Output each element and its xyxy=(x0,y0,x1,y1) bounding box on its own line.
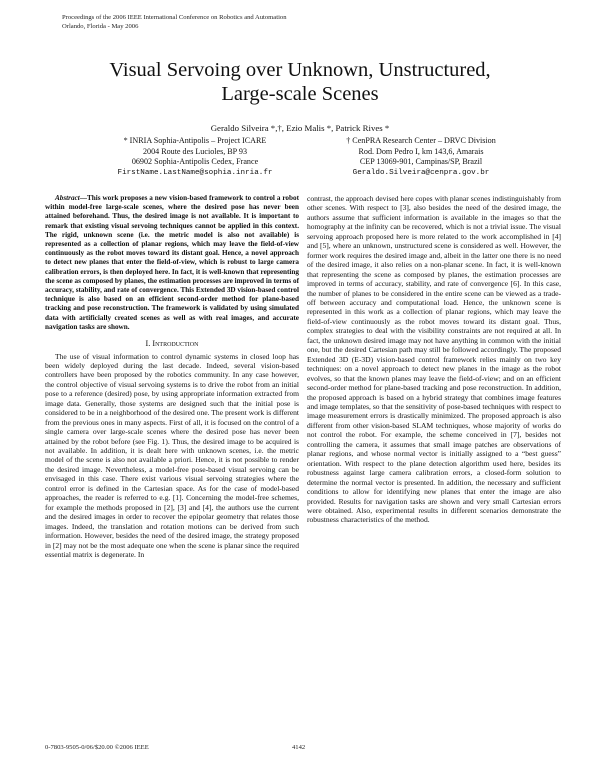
author-list: Geraldo Silveira *,†, Ezio Malis *, Patrick Rives * xyxy=(210,123,390,133)
copyright-footer: 0-7803-9505-0/06/$20.00 ©2006 IEEE xyxy=(45,744,149,751)
affiliation-inria xyxy=(70,136,320,178)
proceedings-line-1: Proceedings of the 2006 IEEE International Conference on Robotics and Automation xyxy=(62,14,287,21)
left-column xyxy=(45,194,299,559)
abstract-lead: Abstract xyxy=(55,194,80,202)
affiliation-email: FirstName.LastName@sophia.inria.fr xyxy=(117,168,273,177)
affiliation-line: † CenPRA Research Center – DRVC Division xyxy=(346,136,496,145)
section-heading-introduction: I. Introduction xyxy=(145,339,199,349)
abstract-text: —This work proposes a new vision-based framework to control a robot within model-free large-scale scenes, where the desired pose has never been attained beforehand. Thus, the desired image is not available. It is important to remark that existing visual servoing techniques cannot be applied in this context. The rigid, unknown scene (i.e. the metric model is also not available) is represented as a collection of planar regions, which may leave the field-of-view continuously as the robot moves toward its distant goal. Hence, a novel approach to detect new planes that enter the field-of-view, which is robust to large camera calibration errors, is then deployed here. In fact, it is well-known that representing the scene as composed by planes, the estimation processes are improved in terms of accuracy, stability, and rate of convergence. This Extended 3D vision-based control technique is also based on an efficient second-order method for plane-based tracking and pose reconstruction. The framework is validated by using simulated data with artificially created scenes as well as with real images, and accurate navigation tasks are shown. xyxy=(45,194,299,331)
right-column xyxy=(307,194,561,525)
proceedings-line-2: Orlando, Florida - May 2006 xyxy=(62,22,139,30)
affiliation-line: 2004 Route des Lucioles, BP 93 xyxy=(142,146,247,156)
paper-title-line-1: Visual Servoing over Unknown, Unstructured, xyxy=(109,59,491,81)
abstract xyxy=(45,194,299,332)
affiliation-email: Geraldo.Silveira@cenpra.gov.br xyxy=(352,168,490,177)
intro-paragraph-1: The use of visual information to control dynamic systems in closed loop has been widely deployed during the last decade. Indeed, several vision-based controllers have been proposed by the robotics community. In any case however, the control objective of visual servoing systems is to drive the robot from an initial pose to a reference (desired) pose, by using appropriate information extracted from image data. Generally, those systems are designed such that the initial pose is considered to be in a neighborhood of the desired one. The present work is different from the previous ones in many aspects. First of all, it is focused on the control of a single camera over large-scale scenes where the desired pose has never been attained by the robot before (see Fig. 1). Thus, the desired image to be acquired is not available. In addition, it is dealt here with unknown scenes, i.e. the metric model of the scene is also not available a priori. Hence, it is not possible to render the desired image. Nevertheless, a model-free pose-based visual servoing can be envisaged in this case. There exist various visual servoing strategies where the control error is defined in the Cartesian space. As for the case of model-based approaches, the reader is referred to e.g. [1]. Concerning the model-free schemes, for example the methods proposed in [2], [3] and [4], the authors use the current and the desired images in order to recover the epipolar geometry that relates those images. Indeed, the translation and rotation motions can be derived from such information. However, besides the need of the desired image, the strategy proposed in [2] may not be the most adequate one when the scene is planar since the required essential matrix is degenerate. In xyxy=(45,351,299,560)
page-number: 4142 xyxy=(292,744,306,751)
intro-paragraph-2: contrast, the approach devised here copes with planar scenes indistinguishably from other scenes. With respect to [3], also besides the need of the desired image, the authors assume that sufficient information is available in the images so that the homography at the infinity can be recovered, which is not a trivial issue. The visual servoing approach proposed here is more related to the work accomplished in [4] and [5], where an unknown, unstructured scene is considered as well. However, the former work requires the desired image and, albeit in the latter one there is no need of the desired image, it also relies on a non-planar scene. In fact, it is well-known that representing the scene as composed by planes, the estimation processes are improved in terms of accuracy, stability, and rate of convergence [6]. In this case, the number of planes to be considered in the entire scene can be viewed as a trade-off between accuracy and computational load. Hence, the unknown scene is represented in this work as a collection of planar regions, which may leave the field-of-view continuously as the robot moves toward its distant goal. Thus, complex strategies to deal with the visibility constraints are not required at all. In fact, the unknown desired image may not have anything in common with the initial one, but the desired Cartesian path may still be followed accordingly. The proposed Extended 3D (E-3D) vision-based control framework relies mainly on two key techniques: on a novel approach to detect new planes in the image as the robot evolves, so that the known planes may leave the field-of-view; and on an efficient second-order method for plane-based tracking and pose reconstruction. In addition, the proposed approach is based on a hybrid strategy that combines image features and image templates, so that the sensitivity of pose-based techniques with respect to image measurement errors is drastically minimized. The proposed approach is also different from other vision-based SLAM techniques, whose majority of works do not control the robot. For example, the scheme conceived in [7], besides not controlling the camera, it assumes that small image patches are observations of planar regions, and whose normal vector is initially assigned to a “best guess” orientation. With respect to the plane detection algorithm used here, besides its robustness against large camera calibration errors, a closed-form solution to determine the normal vector is presented. In addition, the necessary and sufficient conditions to allow for identifying new planes that enter the image are also provided. Results for navigation tasks are shown and very small Cartesian errors were obtained. Also, experimental results in different scenarios demonstrate the robustness characteristics of the method. xyxy=(307,194,561,525)
paper-title-line-2: Large-scale Scenes xyxy=(221,83,379,105)
affiliation-line: Rod. Dom Pedro I, km 143,6, Amarais xyxy=(358,146,484,156)
affiliation-cenpra xyxy=(296,136,546,178)
proceedings-header xyxy=(62,14,287,31)
affiliation-line: * INRIA Sophia-Antipolis – Project ICARE xyxy=(123,136,267,145)
paper-title xyxy=(40,58,560,106)
affiliation-line: CEP 13069-901, Campinas/SP, Brazil xyxy=(359,157,483,167)
affiliation-line: 06902 Sophia-Antipolis Cedex, France xyxy=(131,157,259,167)
